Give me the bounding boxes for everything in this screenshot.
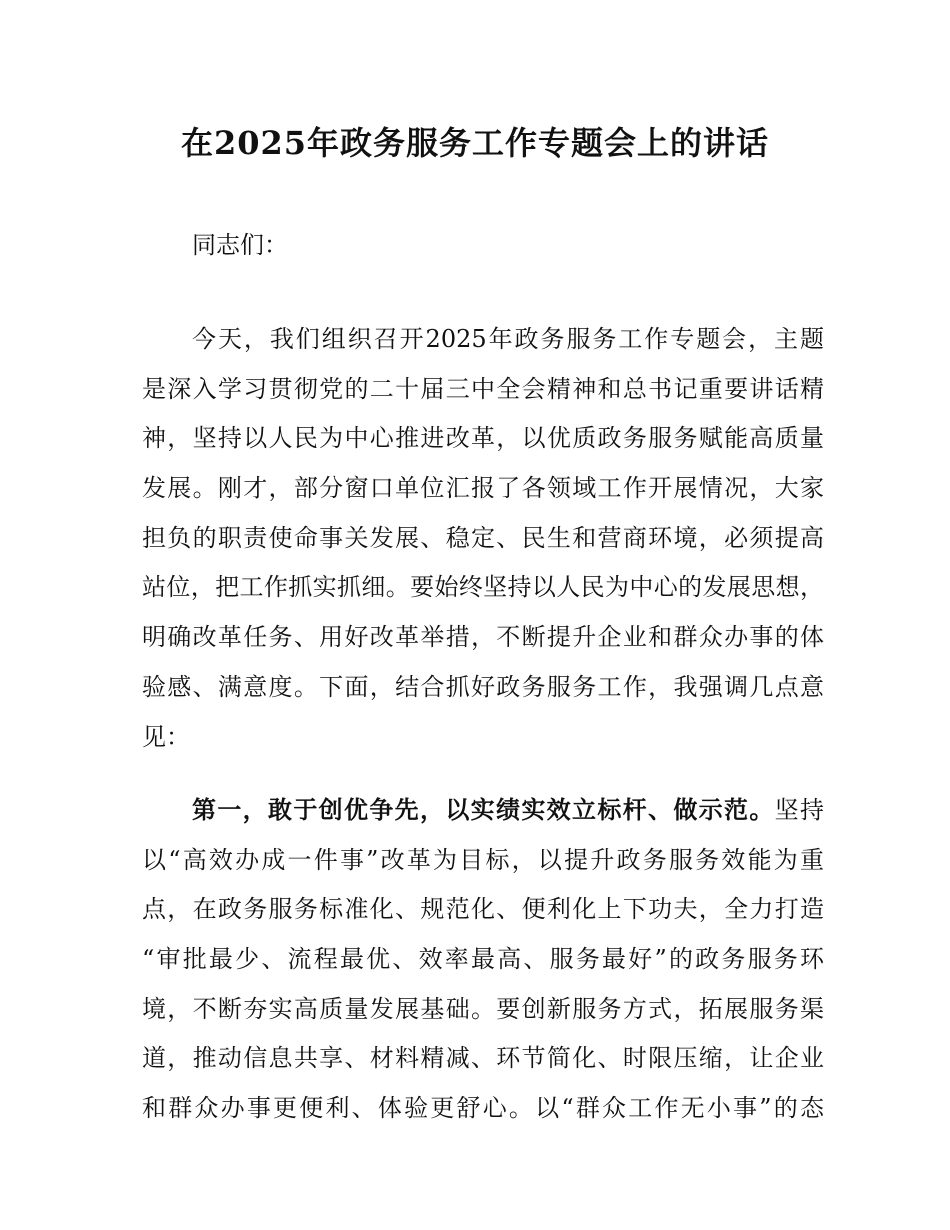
text-line: 见： xyxy=(142,722,190,751)
salutation: 同志们： xyxy=(192,231,288,259)
text-line: 验感、满意度。下面，结合抓好政务服务工作，我强调几点意 xyxy=(142,672,824,701)
text-line: “审批最少、流程最优、效率最高、服务最好”的政务服务环 xyxy=(142,945,824,974)
text-line: 境，不断夯实高质量发展基础。要创新服务方式，拓展服务渠 xyxy=(142,994,824,1023)
heading-continuation: 坚持 xyxy=(774,796,825,824)
text-line: 站位，把工作抓实抓细。要始终坚持以人民为中心的发展思想， xyxy=(142,573,824,602)
text-line: 神，坚持以人民为中心推进改革，以优质政务服务赋能高质量 xyxy=(142,424,824,453)
paragraph-2 xyxy=(142,786,824,1134)
text-line: 发展。刚才，部分窗口单位汇报了各领域工作开展情况，大家 xyxy=(142,474,824,503)
text-line: 和群众办事更便利、体验更舒心。以“群众工作无小事”的态 xyxy=(142,1094,824,1123)
text-line: 点，在政务服务标准化、规范化、便利化上下功夫，全力打造 xyxy=(142,895,824,924)
document-body xyxy=(142,221,824,271)
text-line: 今天，我们组织召开2025年政务服务工作专题会，主题 xyxy=(192,325,824,353)
text-line: 是深入学习贯彻党的二十届三中全会精神和总书记重要讲话精 xyxy=(142,374,824,403)
text-line: 道，推动信息共享、材料精减、环节简化、时限压缩，让企业 xyxy=(142,1044,824,1073)
text-line: 担负的职责使命事关发展、稳定、民生和营商环境，必须提高 xyxy=(142,523,824,552)
paragraph-2-first-line xyxy=(142,786,824,836)
document-title: 在2025年政务服务工作专题会上的讲话 xyxy=(180,124,770,162)
paragraph-1 xyxy=(142,315,824,762)
section-heading: 第一，敢于创优争先，以实绩实效立标杆、做示范。 xyxy=(192,796,775,824)
text-line: 明确改革任务、用好改革举措，不断提升企业和群众办事的体 xyxy=(142,623,824,652)
text-line: 以“高效办成一件事”改革为目标，以提升政务服务效能为重 xyxy=(142,845,824,874)
